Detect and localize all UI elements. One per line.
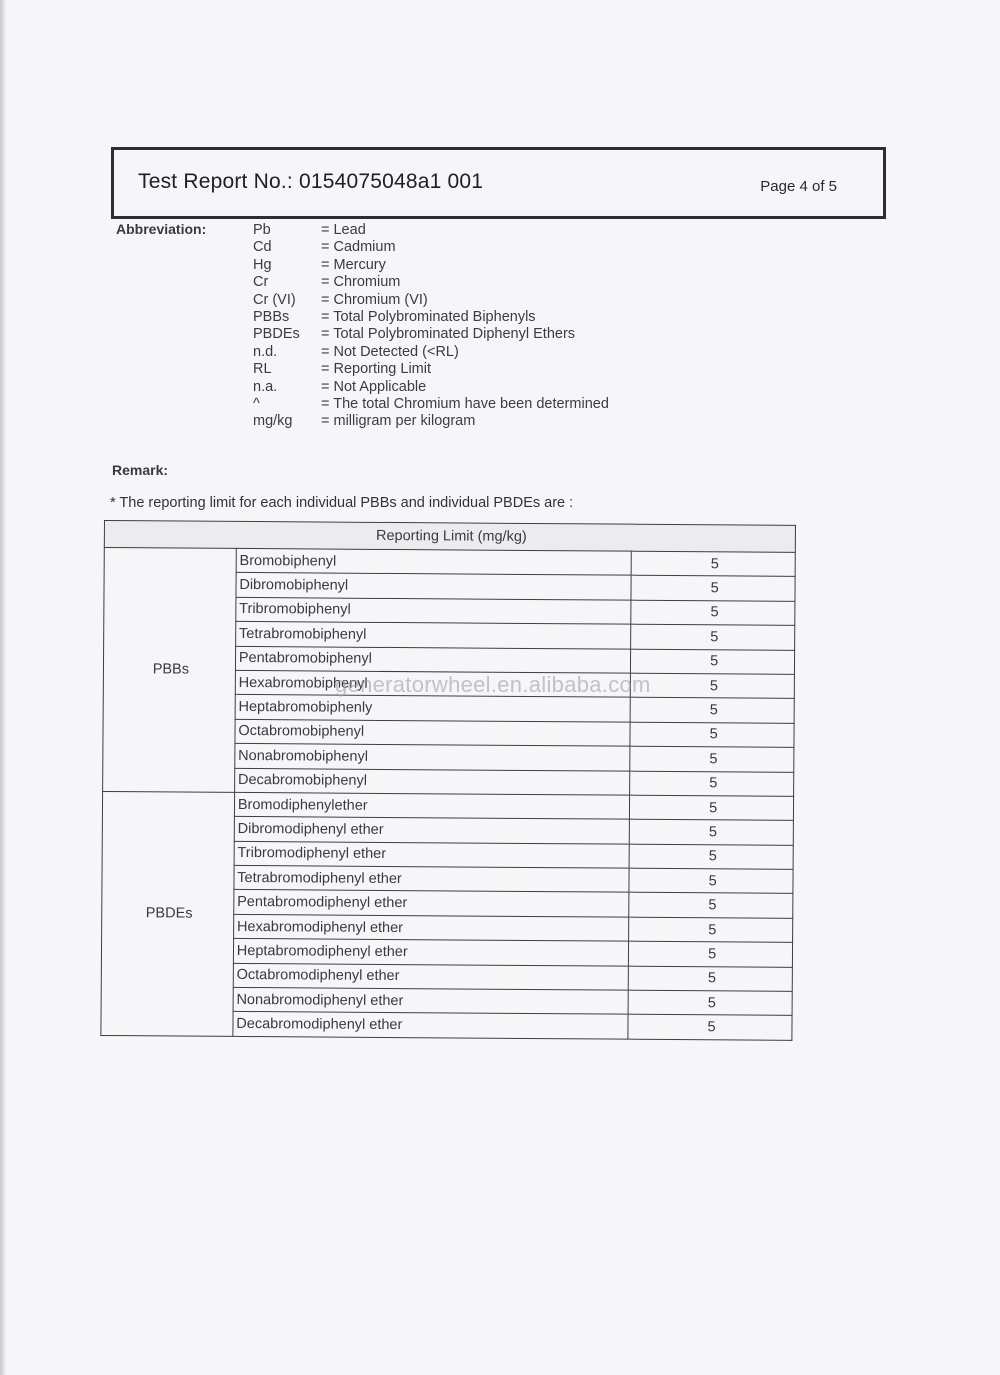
abbreviation-definition: = The total Chromium have been determined: [321, 395, 609, 412]
substance-cell: Decabromodiphenyl ether: [233, 1012, 629, 1039]
abbreviation-definition: = Reporting Limit: [321, 361, 432, 378]
abbreviation-term: Cd: [253, 239, 272, 256]
abbreviation-term: Cr (VI): [253, 291, 296, 308]
abbreviation-term: mg/kg: [253, 413, 293, 430]
substance-cell: Octabromodiphenyl ether: [233, 963, 629, 990]
table-header: Reporting Limit (mg/kg): [104, 521, 795, 553]
substance-cell: Tribromobiphenyl: [236, 597, 632, 624]
abbreviation-item: [253, 361, 609, 378]
watermark: generatorwheel.en.alibaba.com: [335, 672, 651, 697]
limit-value-cell: 5: [630, 819, 794, 845]
abbreviation-item: [253, 222, 609, 239]
abbreviation-item: [253, 292, 609, 309]
abbreviation-definition: = Chromium (VI): [321, 291, 428, 308]
group-name-cell: PBBs: [103, 548, 237, 793]
remark-label: Remark:: [112, 462, 169, 478]
substance-cell: Bromodiphenylether: [234, 792, 630, 819]
substance-cell: Pentabromobiphenyl: [235, 646, 631, 673]
abbreviation-definition: = Total Polybrominated Diphenyl Ethers: [321, 326, 576, 343]
paper-edge-shadow: [0, 0, 6, 1375]
limit-value-cell: 5: [630, 746, 794, 772]
page-number: Page 4 of 5: [760, 178, 837, 195]
limit-value-cell: 5: [631, 551, 795, 577]
report-header-box: [111, 147, 886, 219]
abbreviation-item: [253, 239, 609, 256]
limit-value-cell: 5: [631, 600, 795, 626]
group-name-cell: PBDEs: [101, 791, 235, 1036]
substance-cell: Tribromodiphenyl ether: [234, 841, 630, 868]
substance-cell: Heptabromodiphenyl ether: [233, 939, 629, 966]
substance-cell: Pentabromodiphenyl ether: [234, 890, 630, 917]
abbreviation-definition: = Cadmium: [321, 239, 396, 256]
substance-cell: Tetrabromodiphenyl ether: [234, 865, 630, 892]
substance-cell: Dibromodiphenyl ether: [234, 817, 630, 844]
abbreviation-item: [253, 379, 609, 396]
substance-cell: Octabromobiphenyl: [235, 719, 631, 746]
abbreviation-item: [253, 344, 609, 361]
report-title: Test Report No.: 0154075048a1 001: [138, 170, 484, 193]
limit-value-cell: 5: [628, 1015, 792, 1041]
limit-value-cell: 5: [630, 722, 794, 748]
abbreviation-definition: = Chromium: [321, 274, 401, 291]
abbreviation-definition: = Lead: [321, 222, 366, 238]
abbreviation-item: [253, 257, 609, 274]
limit-value-cell: 5: [629, 868, 793, 894]
abbreviation-term: Pb: [253, 222, 271, 238]
abbreviation-definition: = milligram per kilogram: [321, 413, 476, 430]
limit-value-cell: 5: [630, 698, 794, 724]
limit-value-cell: 5: [629, 917, 793, 943]
limit-value-cell: 5: [631, 673, 795, 699]
remark-note: * The reporting limit for each individual PBBs and individual PBDEs are :: [110, 495, 574, 511]
abbreviation-term: n.d.: [253, 343, 278, 360]
abbreviation-item: [253, 396, 609, 413]
limit-value-cell: 5: [631, 576, 795, 602]
table-row: [104, 548, 795, 577]
limit-value-cell: 5: [628, 990, 792, 1016]
table-row: [102, 791, 793, 820]
abbreviation-definition: = Mercury: [321, 256, 386, 273]
substance-cell: Decabromobiphenyl: [234, 768, 630, 795]
abbreviation-item: [253, 309, 609, 326]
limit-value-cell: 5: [630, 771, 794, 797]
reporting-limit-table: [100, 520, 796, 1041]
substance-cell: Dibromobiphenyl: [236, 573, 632, 600]
limit-value-cell: 5: [629, 941, 793, 967]
abbreviation-term: Cr: [253, 274, 269, 291]
substance-cell: Nonabromodiphenyl ether: [233, 987, 629, 1014]
abbreviation-definition: = Not Applicable: [321, 378, 427, 395]
abbreviation-term: ^: [253, 395, 260, 412]
table-body: [101, 548, 795, 1041]
substance-cell: Nonabromobiphenyl: [235, 744, 631, 771]
abbreviation-term: PBDEs: [253, 326, 300, 343]
substance-cell: Hexabromodiphenyl ether: [233, 914, 629, 941]
limit-value-cell: 5: [631, 624, 795, 650]
limit-value-cell: 5: [631, 649, 795, 675]
limit-value-cell: 5: [630, 795, 794, 821]
limit-value-cell: 5: [629, 966, 793, 992]
abbreviation-definition: = Not Detected (<RL): [321, 343, 459, 360]
limit-value-cell: 5: [629, 893, 793, 919]
abbreviation-term: PBBs: [253, 308, 290, 325]
substance-cell: Bromobiphenyl: [236, 548, 632, 575]
abbreviation-term: RL: [253, 361, 272, 378]
substance-cell: Hexabromobiphenyl: [235, 670, 631, 697]
abbreviation-term: Hg: [253, 256, 272, 273]
abbreviation-item: [253, 413, 609, 430]
substance-cell: Tetrabromobiphenyl: [235, 622, 631, 649]
abbreviation-definition: = Total Polybrominated Biphenyls: [321, 308, 536, 325]
abbreviation-term: n.a.: [253, 378, 278, 395]
substance-cell: Heptabromobiphenly: [235, 695, 631, 722]
abbreviation-list: [253, 222, 609, 431]
abbreviation-item: [253, 274, 609, 291]
abbreviation-item: [253, 326, 609, 343]
limit-value-cell: 5: [629, 844, 793, 870]
abbreviation-label: Abbreviation:: [116, 221, 207, 237]
